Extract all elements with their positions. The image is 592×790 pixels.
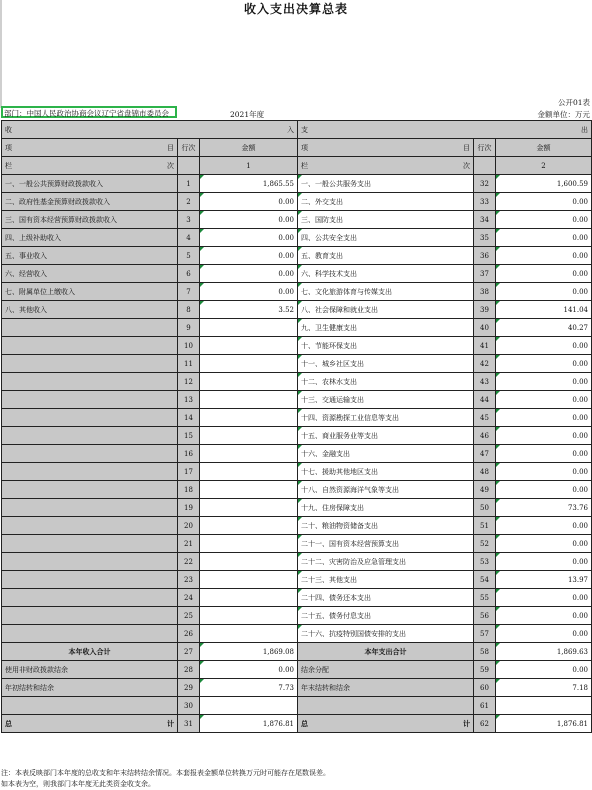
table-row — [2, 319, 592, 337]
expense-item-label: 二十三、其他支出 — [298, 571, 474, 589]
income-total-amount[interactable]: 1,869.08 — [200, 643, 298, 661]
income-row-no: 18 — [178, 481, 200, 499]
expense-row-no: 35 — [474, 229, 496, 247]
table-row — [2, 391, 592, 409]
table-row — [2, 211, 592, 229]
table-row — [2, 445, 592, 463]
income-row-no: 3 — [178, 211, 200, 229]
grand-total-row — [2, 715, 592, 733]
income-row-no: 22 — [178, 553, 200, 571]
income-row-no: 6 — [178, 265, 200, 283]
expense-row-no: 52 — [474, 535, 496, 553]
income-item-label: 四、上级补助收入 — [2, 229, 178, 247]
expense-amount[interactable]: 0.00 — [496, 229, 592, 247]
table-row — [2, 499, 592, 517]
totals-row — [2, 643, 592, 661]
totals-row — [2, 679, 592, 697]
income-amount[interactable] — [200, 391, 298, 409]
income-amount[interactable] — [200, 409, 298, 427]
income-row-no: 4 — [178, 229, 200, 247]
income-item-label — [2, 319, 178, 337]
expense-amount[interactable]: 0.00 — [496, 427, 592, 445]
income-row-no: 30 — [178, 697, 200, 715]
expense-total-amount[interactable] — [496, 697, 592, 715]
expense-item-label: 七、文化旅游体育与传媒支出 — [298, 283, 474, 301]
expense-item-label: 二十一、国有资本经营预算支出 — [298, 535, 474, 553]
income-item-label — [2, 481, 178, 499]
expense-amount[interactable]: 0.00 — [496, 211, 592, 229]
income-item-label — [2, 499, 178, 517]
income-item-label — [2, 391, 178, 409]
expense-row-no: 45 — [474, 409, 496, 427]
expense-row-no: 60 — [474, 679, 496, 697]
table-row — [2, 409, 592, 427]
expense-item-label: 九、卫生健康支出 — [298, 319, 474, 337]
income-amount[interactable] — [200, 427, 298, 445]
table-row — [2, 265, 592, 283]
income-item-label: 三、国有资本经营预算财政拨款收入 — [2, 211, 178, 229]
expense-row-no: 54 — [474, 571, 496, 589]
income-row-no: 15 — [178, 427, 200, 445]
income-row-no: 27 — [178, 643, 200, 661]
expense-item-label: 十、节能环保支出 — [298, 337, 474, 355]
expense-total-label: 本年支出合计 — [298, 643, 474, 661]
income-amount[interactable] — [200, 337, 298, 355]
expense-total-label — [298, 697, 474, 715]
income-total-amount[interactable] — [200, 697, 298, 715]
income-amount[interactable]: 0.00 — [200, 211, 298, 229]
expense-item-label: 十四、资源勘探工业信息等支出 — [298, 409, 474, 427]
income-row-no: 23 — [178, 571, 200, 589]
income-item-label — [2, 535, 178, 553]
expense-total-amount[interactable]: 0.00 — [496, 661, 592, 679]
income-row-no: 28 — [178, 661, 200, 679]
income-amount[interactable] — [200, 481, 298, 499]
expense-row-no: 34 — [474, 211, 496, 229]
table-row — [2, 337, 592, 355]
income-row-no: 13 — [178, 391, 200, 409]
income-amount[interactable]: 0.00 — [200, 247, 298, 265]
expense-amount[interactable]: 40.27 — [496, 319, 592, 337]
expense-row-no: 46 — [474, 427, 496, 445]
row-no-header — [474, 157, 496, 175]
expense-row-no: 41 — [474, 337, 496, 355]
income-row-no: 21 — [178, 535, 200, 553]
income-row-no: 24 — [178, 589, 200, 607]
income-amount[interactable] — [200, 499, 298, 517]
income-item-label: 六、经营收入 — [2, 265, 178, 283]
table-row — [2, 589, 592, 607]
expense-row-no: 53 — [474, 553, 496, 571]
table-row — [2, 301, 592, 319]
income-total-amount[interactable]: 0.00 — [200, 661, 298, 679]
income-item-label — [2, 409, 178, 427]
expense-item-label: 十三、交通运输支出 — [298, 391, 474, 409]
income-amount[interactable] — [200, 589, 298, 607]
department-cell[interactable]: 部门：中国人民政治协商会议辽宁省盘锦市委员会 — [1, 106, 177, 118]
totals-row — [2, 697, 592, 715]
income-item-label: 一、一般公共预算财政拨款收入 — [2, 175, 178, 193]
income-row-no: 9 — [178, 319, 200, 337]
table-row — [2, 463, 592, 481]
expense-amount[interactable]: 0.00 — [496, 373, 592, 391]
income-item-label — [2, 607, 178, 625]
income-amount[interactable] — [200, 535, 298, 553]
expense-row-no: 58 — [474, 643, 496, 661]
income-total-label — [2, 697, 178, 715]
expense-amount[interactable]: 0.00 — [496, 535, 592, 553]
expense-item-label: 十六、金融支出 — [298, 445, 474, 463]
income-row-no: 12 — [178, 373, 200, 391]
expense-item-label: 二十四、债务还本支出 — [298, 589, 474, 607]
income-amount[interactable] — [200, 373, 298, 391]
expense-amount[interactable]: 0.00 — [496, 589, 592, 607]
expense-amount[interactable]: 1,600.59 — [496, 175, 592, 193]
table-code: 公开01表 — [557, 98, 590, 107]
income-row-no: 2 — [178, 193, 200, 211]
expense-row-no: 47 — [474, 445, 496, 463]
income-total-amount[interactable]: 7.73 — [200, 679, 298, 697]
expense-total-amount[interactable]: 1,869.63 — [496, 643, 592, 661]
fiscal-year: 2021年度 — [230, 110, 265, 119]
income-amount[interactable] — [200, 463, 298, 481]
expense-item-label: 三、国防支出 — [298, 211, 474, 229]
income-row-no: 16 — [178, 445, 200, 463]
expense-item-label: 十五、商业服务业等支出 — [298, 427, 474, 445]
table-row — [2, 535, 592, 553]
income-item-label — [2, 553, 178, 571]
expense-item-label: 二十二、灾害防治及应急管理支出 — [298, 553, 474, 571]
page-title: 收入支出决算总表 — [243, 2, 348, 16]
income-amount[interactable] — [200, 571, 298, 589]
income-total-label: 年初结转和结余 — [2, 679, 178, 697]
income-row-no: 19 — [178, 499, 200, 517]
income-amount[interactable] — [200, 553, 298, 571]
income-amount[interactable]: 0.00 — [200, 193, 298, 211]
item-header: 项 目 — [2, 139, 178, 157]
column-number: 1 — [200, 157, 298, 175]
footnote: 如本表为空，则我部门本年度无此类资金收支余。 — [1, 780, 155, 788]
expense-amount[interactable]: 0.00 — [496, 247, 592, 265]
income-row-no: 20 — [178, 517, 200, 535]
expense-item-label: 一、一般公共服务支出 — [298, 175, 474, 193]
income-item-label — [2, 373, 178, 391]
expense-row-no: 56 — [474, 607, 496, 625]
expense-row-no: 61 — [474, 697, 496, 715]
expense-item-label: 二十五、债务付息支出 — [298, 607, 474, 625]
expense-item-label: 六、科学技术支出 — [298, 265, 474, 283]
income-amount[interactable] — [200, 607, 298, 625]
income-amount[interactable] — [200, 517, 298, 535]
amount-header: 金额 — [200, 139, 298, 157]
footnotes — [1, 768, 330, 790]
income-row-no: 26 — [178, 625, 200, 643]
expense-row-no: 55 — [474, 589, 496, 607]
expense-amount[interactable]: 0.00 — [496, 445, 592, 463]
expense-row-no: 59 — [474, 661, 496, 679]
income-row-no: 8 — [178, 301, 200, 319]
expense-item-label: 十八、自然资源海洋气象等支出 — [298, 481, 474, 499]
expense-amount[interactable]: 0.00 — [496, 409, 592, 427]
expense-amount[interactable]: 0.00 — [496, 517, 592, 535]
table-row — [2, 481, 592, 499]
income-amount[interactable]: 3.52 — [200, 301, 298, 319]
grand-total-label: 总 计 — [2, 715, 178, 733]
income-amount[interactable] — [200, 319, 298, 337]
amount-header: 金额 — [496, 139, 592, 157]
table-row — [2, 175, 592, 193]
income-item-label — [2, 427, 178, 445]
expense-amount[interactable]: 0.00 — [496, 625, 592, 643]
expense-amount[interactable]: 141.04 — [496, 301, 592, 319]
expense-amount[interactable]: 0.00 — [496, 193, 592, 211]
income-amount[interactable] — [200, 625, 298, 643]
grand-total-income[interactable]: 1,876.81 — [200, 715, 298, 733]
expense-row-no: 40 — [474, 319, 496, 337]
expense-item-label: 十九、住房保障支出 — [298, 499, 474, 517]
table-row — [2, 283, 592, 301]
table-row — [2, 373, 592, 391]
expense-row-no: 32 — [474, 175, 496, 193]
income-item-label — [2, 355, 178, 373]
column-label-header: 栏 次 — [2, 157, 178, 175]
income-item-label — [2, 625, 178, 643]
income-row-no: 11 — [178, 355, 200, 373]
expense-row-no: 37 — [474, 265, 496, 283]
income-amount[interactable] — [200, 445, 298, 463]
expense-row-no: 49 — [474, 481, 496, 499]
income-item-label — [2, 517, 178, 535]
expense-amount[interactable]: 0.00 — [496, 391, 592, 409]
income-amount[interactable]: 0.00 — [200, 283, 298, 301]
expense-total-label: 结余分配 — [298, 661, 474, 679]
expense-amount[interactable]: 0.00 — [496, 463, 592, 481]
expense-header: 支 出 — [298, 121, 592, 139]
expense-amount[interactable]: 0.00 — [496, 553, 592, 571]
expense-row-no: 43 — [474, 373, 496, 391]
table-row — [2, 607, 592, 625]
income-total-label: 本年收入合计 — [2, 643, 178, 661]
totals-row — [2, 661, 592, 679]
expense-amount[interactable]: 0.00 — [496, 481, 592, 499]
column-number: 2 — [496, 157, 592, 175]
income-row-no: 17 — [178, 463, 200, 481]
income-amount[interactable] — [200, 355, 298, 373]
expense-amount[interactable]: 0.00 — [496, 283, 592, 301]
expense-item-label: 十二、农林水支出 — [298, 373, 474, 391]
expense-item-label: 二、外交支出 — [298, 193, 474, 211]
expense-row-no: 38 — [474, 283, 496, 301]
expense-item-label: 十七、援助其他地区支出 — [298, 463, 474, 481]
table-row — [2, 247, 592, 265]
expense-amount[interactable]: 13.97 — [496, 571, 592, 589]
expense-total-label: 年末结转和结余 — [298, 679, 474, 697]
row-no-header: 行次 — [178, 139, 200, 157]
expense-item-label: 十一、城乡社区支出 — [298, 355, 474, 373]
expense-item-label: 五、教育支出 — [298, 247, 474, 265]
expense-row-no: 44 — [474, 391, 496, 409]
expense-amount[interactable]: 0.00 — [496, 265, 592, 283]
row-no-header — [178, 157, 200, 175]
grand-total-expense[interactable]: 1,876.81 — [496, 715, 592, 733]
footnote: 注：本表反映部门本年度的总收支和年末结转结余情况。本套报表金额单位转换万元时可能存在尾数误差。 — [1, 769, 330, 777]
income-item-label — [2, 571, 178, 589]
table-row — [2, 553, 592, 571]
table-row — [2, 427, 592, 445]
income-row-no: 31 — [178, 715, 200, 733]
income-row-no: 7 — [178, 283, 200, 301]
expense-item-label: 二十、粮油物资储备支出 — [298, 517, 474, 535]
expense-row-no: 50 — [474, 499, 496, 517]
expense-amount[interactable]: 0.00 — [496, 337, 592, 355]
table-row — [2, 571, 592, 589]
expense-row-no: 33 — [474, 193, 496, 211]
expense-item-label: 八、社会保障和就业支出 — [298, 301, 474, 319]
income-header: 收 入 — [2, 121, 298, 139]
income-amount[interactable]: 0.00 — [200, 265, 298, 283]
expense-amount[interactable]: 0.00 — [496, 355, 592, 373]
expense-item-label: 四、公共安全支出 — [298, 229, 474, 247]
row-no-header: 行次 — [474, 139, 496, 157]
amount-unit: 金额单位：万元 — [537, 110, 590, 119]
income-item-label — [2, 463, 178, 481]
income-row-no: 25 — [178, 607, 200, 625]
income-row-no: 29 — [178, 679, 200, 697]
income-item-label: 七、附属单位上缴收入 — [2, 283, 178, 301]
income-item-label — [2, 445, 178, 463]
income-item-label: 五、事业收入 — [2, 247, 178, 265]
expense-row-no: 62 — [474, 715, 496, 733]
income-row-no: 1 — [178, 175, 200, 193]
income-item-label — [2, 337, 178, 355]
expense-row-no: 36 — [474, 247, 496, 265]
table-row — [2, 193, 592, 211]
table-row — [2, 229, 592, 247]
income-row-no: 5 — [178, 247, 200, 265]
expense-row-no: 39 — [474, 301, 496, 319]
expense-amount[interactable]: 0.00 — [496, 607, 592, 625]
table-row — [2, 517, 592, 535]
income-expense-table — [1, 120, 592, 733]
expense-total-amount[interactable]: 7.18 — [496, 679, 592, 697]
income-item-label: 八、其他收入 — [2, 301, 178, 319]
grand-total-label: 总 计 — [298, 715, 474, 733]
table-row — [2, 625, 592, 643]
item-header: 项 目 — [298, 139, 474, 157]
expense-item-label: 二十六、抗疫特别国债安排的支出 — [298, 625, 474, 643]
income-amount[interactable]: 1,865.55 — [200, 175, 298, 193]
income-row-no: 10 — [178, 337, 200, 355]
expense-row-no: 48 — [474, 463, 496, 481]
income-item-label: 二、政府性基金预算财政拨款收入 — [2, 193, 178, 211]
income-amount[interactable]: 0.00 — [200, 229, 298, 247]
expense-row-no: 51 — [474, 517, 496, 535]
expense-row-no: 42 — [474, 355, 496, 373]
income-total-label: 使用非财政拨款结余 — [2, 661, 178, 679]
column-label-header: 栏 次 — [298, 157, 474, 175]
expense-row-no: 57 — [474, 625, 496, 643]
table-row — [2, 355, 592, 373]
expense-amount[interactable]: 73.76 — [496, 499, 592, 517]
income-item-label — [2, 589, 178, 607]
income-row-no: 14 — [178, 409, 200, 427]
